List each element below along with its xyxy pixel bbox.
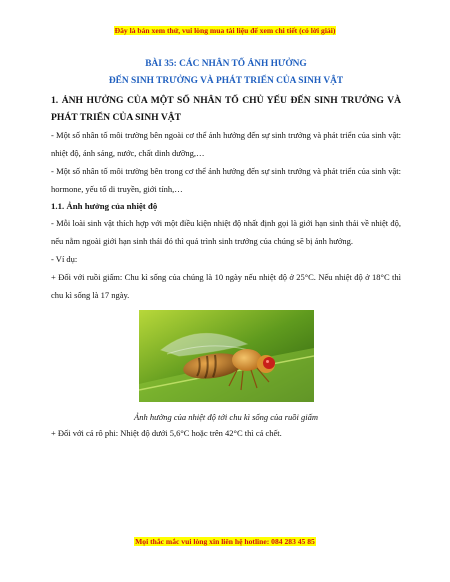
fruit-fly-photo xyxy=(139,310,314,402)
figure-caption: Ảnh hưởng của nhiệt độ tới chu kì sống của ruồi giấm xyxy=(134,412,318,422)
preview-notice-text: Đây là bản xem thử, vui lòng mua tài liệu để xem chi tiết (có lời giải) xyxy=(114,26,336,35)
preview-notice xyxy=(0,25,450,37)
section-1-1-heading: 1.1. Ảnh hưởng của nhiệt độ xyxy=(51,201,158,211)
example-label: - Ví dụ: xyxy=(51,254,78,264)
example-tilapia: + Đối với cá rô phi: Nhiệt độ dưới 5,6°C hoặc trên 42°C thì cá chết. xyxy=(51,428,282,438)
lesson-title-line-1: BÀI 35: CÁC NHÂN TỐ ẢNH HƯỞNG xyxy=(145,59,307,69)
document-body xyxy=(51,56,401,442)
hotline-notice xyxy=(0,536,450,548)
paragraph-temperature-limit: - Mỗi loài sinh vật thích hợp với một điều kiện nhiệt độ nhất định gọi là giới hạn sinh thái về nhiệt độ, nếu nằm ngoài giới hạn sinh thái đó thì quá trình sinh trưởng của chúng sẽ bị ảnh hưởng. xyxy=(51,218,401,246)
example-fruit-fly: + Đối với ruồi giấm: Chu kì sống của chúng là 10 ngày nếu nhiệt độ ở 25°C. Nếu nhiệt độ ở 18°C thì chu kì sống là 17 ngày. xyxy=(51,272,401,300)
paragraph-external-factors: - Một số nhân tố môi trường bên ngoài cơ thể ảnh hưởng đến sự sinh trưởng và phát triển của sinh vật: nhiệt độ, ánh sáng, nước, chất dinh dưỡng,… xyxy=(51,130,401,158)
hotline-notice-text: Mọi thắc mắc vui lòng xin liên hệ hotline: 084 283 45 85 xyxy=(135,537,315,546)
section-1-heading: 1. ẢNH HƯỞNG CỦA MỘT SỐ NHÂN TỐ CHỦ YẾU ĐẾN SINH TRƯỞNG VÀ PHÁT TRIỂN CỦA SINH VẬT xyxy=(51,95,401,123)
paragraph-internal-factors: - Một số nhân tố môi trường bên trong cơ thể ảnh hưởng đến sự sinh trưởng và phát triển của sinh vật: hormone, yếu tố di truyền, giới tính,… xyxy=(51,166,401,194)
lesson-title-line-2: ĐẾN SINH TRƯỞNG VÀ PHÁT TRIỂN CỦA SINH VẬT xyxy=(108,76,344,86)
